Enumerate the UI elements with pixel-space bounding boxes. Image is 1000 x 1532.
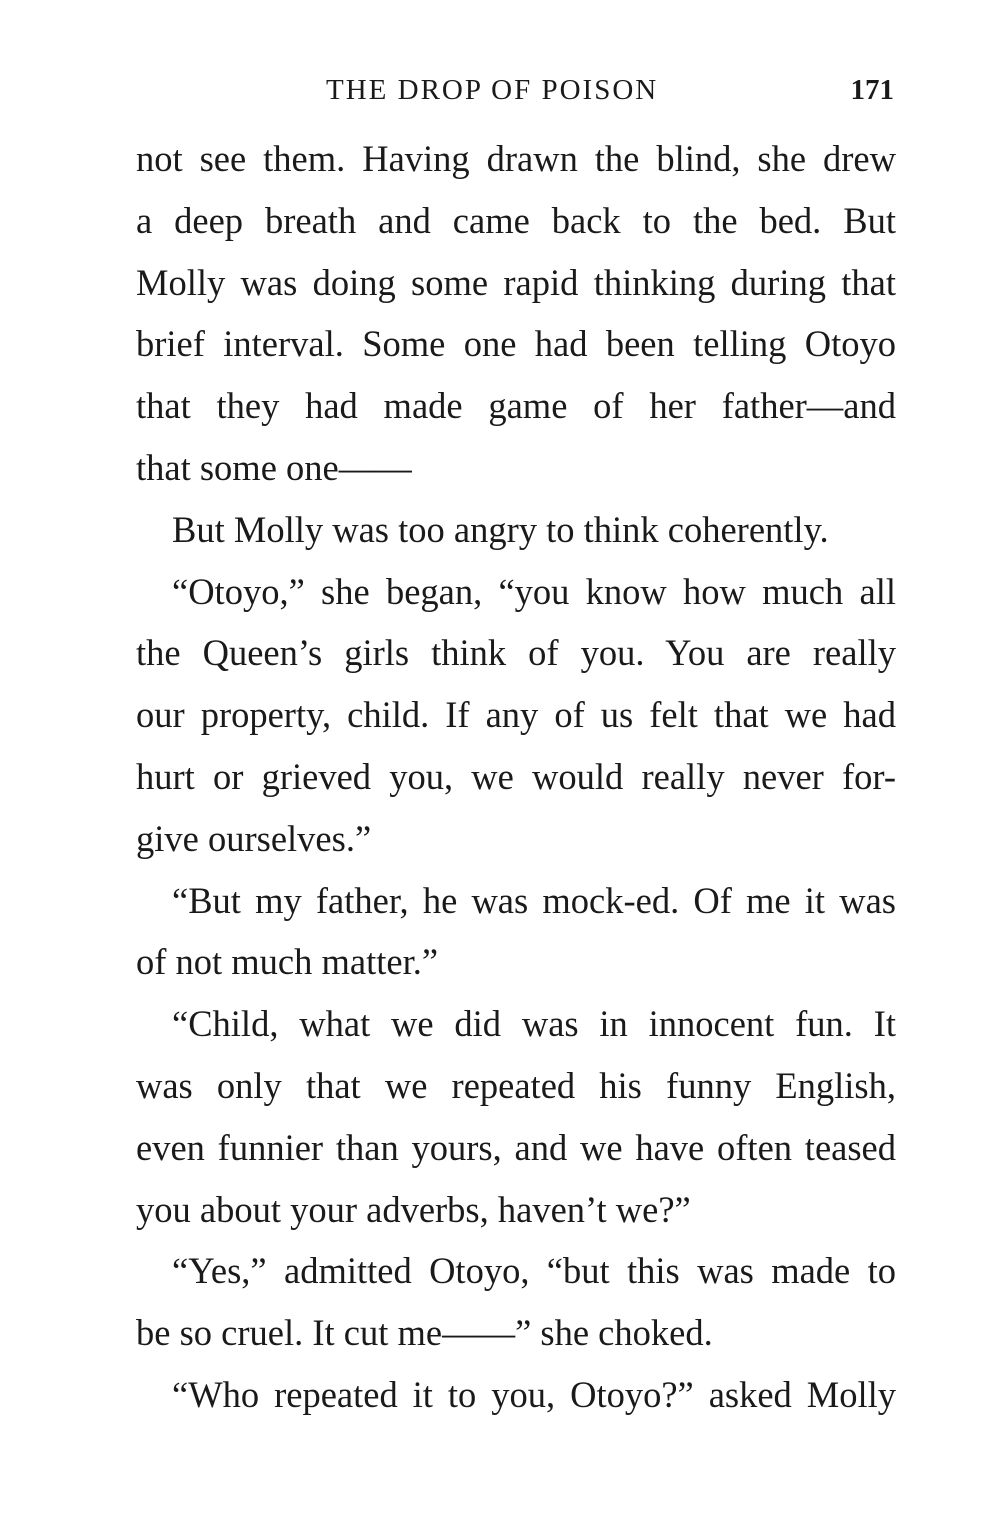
- text-line: “But my father, he was mock-ed. Of me it was: [172, 879, 896, 921]
- text-line: even funnier than yours, and we have often teased: [136, 1126, 896, 1168]
- text-line: Molly was doing some rapid thinking during that: [136, 261, 896, 303]
- text-line: was only that we repeated his funny English,: [136, 1064, 896, 1106]
- text-line: give ourselves.”: [136, 817, 372, 859]
- text-line: of not much matter.”: [136, 941, 439, 983]
- text-line: be so cruel. It cut me——” she choked.: [136, 1312, 713, 1354]
- running-head: [136, 74, 896, 114]
- text-line: a deep breath and came back to the bed. But: [136, 199, 896, 241]
- text-line: “Who repeated it to you, Otoyo?” asked Molly: [172, 1373, 896, 1415]
- text-line: that some one——: [136, 446, 412, 488]
- text-line: that they had made game of her father—and: [136, 385, 896, 427]
- page-number: 171: [850, 74, 894, 106]
- text-line: “Child, what we did was in innocent fun. It: [172, 1003, 896, 1045]
- text-line: “Otoyo,” she began, “you know how much all: [172, 570, 896, 612]
- text-line: But Molly was too angry to think coherently.: [172, 508, 829, 550]
- text-line: brief interval. Some one had been telling Otoyo: [136, 323, 896, 365]
- chapter-title: THE DROP OF POISON: [326, 74, 659, 106]
- text-line: the Queen’s girls think of you. You are really: [136, 632, 896, 674]
- text-line: our property, child. If any of us felt that we had: [136, 694, 896, 736]
- text-line: hurt or grieved you, we would really never for-: [136, 755, 896, 797]
- text-line: not see them. Having drawn the blind, she drew: [136, 138, 896, 179]
- body-text: [136, 128, 896, 1426]
- text-line: “Yes,” admitted Otoyo, “but this was made to: [172, 1250, 896, 1292]
- text-line: you about your adverbs, haven’t we?”: [136, 1188, 691, 1230]
